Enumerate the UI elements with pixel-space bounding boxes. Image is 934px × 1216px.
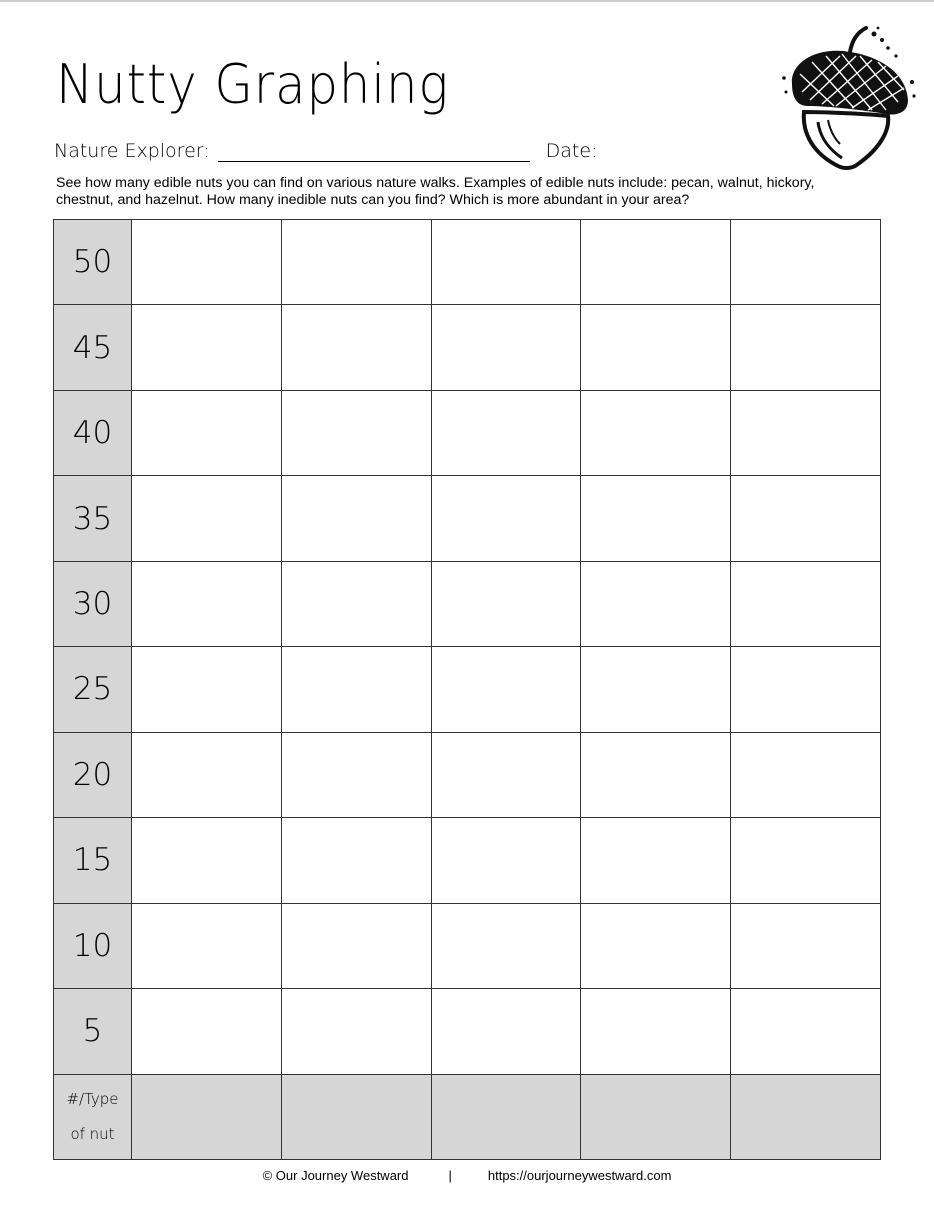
row-label: 40	[54, 390, 132, 475]
page-title: Nutty Graphing	[56, 53, 450, 116]
graph-cell[interactable]	[431, 390, 581, 475]
row-label: 50	[54, 220, 132, 305]
graph-cell[interactable]	[431, 220, 581, 305]
footer-copyright: © Our Journey Westward	[262, 1168, 409, 1183]
graph-cell[interactable]	[431, 561, 581, 646]
date-label: Date:	[545, 140, 598, 162]
graph-cell[interactable]	[281, 732, 431, 817]
nut-type-cell[interactable]	[431, 1074, 581, 1159]
graph-row	[54, 476, 881, 561]
graph-cell[interactable]	[281, 561, 431, 646]
type-label-line2: of nut	[70, 1124, 115, 1143]
nut-type-cell[interactable]	[281, 1074, 431, 1159]
graph-cell[interactable]	[731, 903, 881, 988]
graph-cell[interactable]	[431, 818, 581, 903]
type-of-nut-row	[54, 1074, 881, 1159]
graph-cell[interactable]	[281, 647, 431, 732]
graph-cell[interactable]	[581, 305, 731, 390]
graph-cell[interactable]	[431, 305, 581, 390]
graph-cell[interactable]	[281, 305, 431, 390]
graph-cell[interactable]	[281, 818, 431, 903]
graph-cell[interactable]	[431, 903, 581, 988]
graph-cell[interactable]	[581, 818, 731, 903]
graph-cell[interactable]	[132, 220, 282, 305]
acorn-icon	[778, 22, 918, 172]
graph-cell[interactable]	[132, 561, 282, 646]
graph-cell[interactable]	[581, 647, 731, 732]
graph-row	[54, 305, 881, 390]
nut-graph-grid	[53, 219, 881, 1160]
nut-type-cell[interactable]	[731, 1074, 881, 1159]
footer-separator: |	[448, 1168, 452, 1183]
graph-cell[interactable]	[132, 732, 282, 817]
graph-cell[interactable]	[581, 220, 731, 305]
graph-cell[interactable]	[132, 818, 282, 903]
graph-cell[interactable]	[281, 220, 431, 305]
graph-cell[interactable]	[731, 390, 881, 475]
graph-cell[interactable]	[132, 647, 282, 732]
nut-type-cell[interactable]	[581, 1074, 731, 1159]
row-label: 25	[54, 647, 132, 732]
graph-row	[54, 732, 881, 817]
graph-row	[54, 647, 881, 732]
graph-cell[interactable]	[281, 989, 431, 1074]
graph-cell[interactable]	[731, 220, 881, 305]
graph-cell[interactable]	[132, 989, 282, 1074]
footer	[0, 1168, 934, 1183]
top-rule	[0, 0, 934, 2]
nature-explorer-label: Nature Explorer:	[54, 140, 210, 162]
graph-cell[interactable]	[581, 561, 731, 646]
graph-cell[interactable]	[581, 903, 731, 988]
graph-cell[interactable]	[431, 647, 581, 732]
nut-type-cell[interactable]	[132, 1074, 282, 1159]
instructions-text: See how many edible nuts you can find on various nature walks. Examples of edible nuts include: pecan, walnut, hickory, chestnut, and hazelnut. How many inedible nuts can you find? Which is more abundant in your area?	[56, 175, 815, 208]
graph-row	[54, 220, 881, 305]
row-label: 45	[54, 305, 132, 390]
type-of-nut-label	[54, 1074, 132, 1159]
graph-row	[54, 561, 881, 646]
graph-cell[interactable]	[731, 305, 881, 390]
graph-row	[54, 989, 881, 1074]
row-label: 15	[54, 818, 132, 903]
graph-cell[interactable]	[581, 476, 731, 561]
row-label: 5	[54, 989, 132, 1074]
graph-cell[interactable]	[731, 989, 881, 1074]
type-label-line1: #/Type	[66, 1089, 119, 1108]
graph-cell[interactable]	[281, 903, 431, 988]
graph-row	[54, 390, 881, 475]
row-label: 35	[54, 476, 132, 561]
graph-cell[interactable]	[132, 903, 282, 988]
graph-cell[interactable]	[731, 476, 881, 561]
name-date-row	[54, 140, 597, 162]
graph-cell[interactable]	[281, 476, 431, 561]
graph-cell[interactable]	[731, 732, 881, 817]
graph-cell[interactable]	[431, 732, 581, 817]
graph-cell[interactable]	[132, 390, 282, 475]
graph-cell[interactable]	[581, 732, 731, 817]
graph-cell[interactable]	[731, 647, 881, 732]
graph-cell[interactable]	[731, 561, 881, 646]
graph-row	[54, 818, 881, 903]
graph-cell[interactable]	[132, 305, 282, 390]
graph-cell[interactable]	[731, 818, 881, 903]
nature-explorer-line[interactable]	[218, 143, 530, 162]
graph-cell[interactable]	[132, 476, 282, 561]
row-label: 10	[54, 903, 132, 988]
row-label: 20	[54, 732, 132, 817]
graph-cell[interactable]	[431, 476, 581, 561]
graph-cell[interactable]	[431, 989, 581, 1074]
footer-url[interactable]: https://ourjourneywestward.com	[487, 1168, 672, 1183]
graph-row	[54, 903, 881, 988]
graph-cell[interactable]	[281, 390, 431, 475]
graph-cell[interactable]	[581, 989, 731, 1074]
graph-cell[interactable]	[581, 390, 731, 475]
row-label: 30	[54, 561, 132, 646]
